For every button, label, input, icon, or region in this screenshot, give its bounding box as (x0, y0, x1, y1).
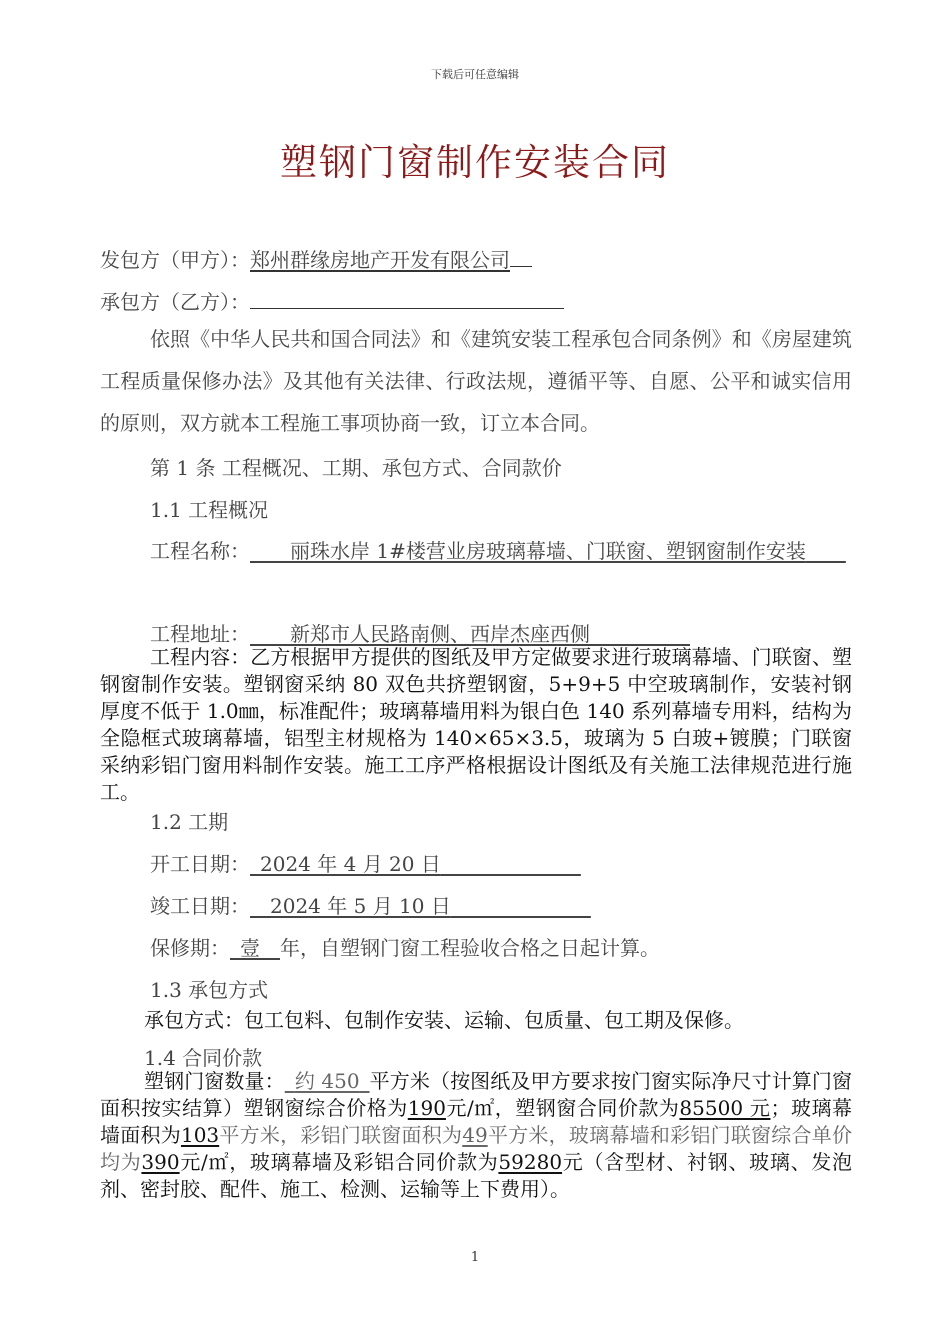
section-1-3-heading: 1.3 承包方式 (150, 978, 269, 1002)
window-total-price: 85500 元 (679, 1096, 771, 1120)
party-b-blank (250, 288, 564, 309)
start-date-line (150, 848, 581, 877)
curtain-total-price: 59280 (498, 1150, 563, 1174)
page-number: 1 (470, 1250, 480, 1265)
warranty-line (150, 932, 660, 961)
party-b-label: 承包方（乙方）： (100, 290, 250, 314)
end-date-value: 2024 年 5 月 10 日 (270, 894, 451, 918)
end-date-line (150, 890, 591, 919)
curtain-unit-price: 390 (141, 1150, 180, 1174)
start-date-label: 开工日期： (150, 852, 250, 876)
warranty-rest: 年，自塑钢门窗工程验收合格之日起计算。 (280, 936, 660, 960)
document-title: 塑钢门窗制作安装合同 (280, 141, 670, 184)
project-name-value: 丽珠水岸 1#楼营业房玻璃幕墙、门联窗、塑钢窗制作安装 (290, 539, 806, 563)
project-address-label: 工程地址： (150, 622, 250, 646)
project-address-line (150, 618, 690, 647)
page-header: 下载后可任意编辑 (431, 68, 519, 81)
project-name-line (100, 530, 852, 572)
contract-mode-text: 承包方式：包工包料、包制作安装、运输、包质量、包工期及保修。 (144, 1008, 744, 1032)
section-1-2-heading: 1.2 工期 (150, 810, 229, 834)
project-address-value: 新郑市人民路南侧、西岸杰座西侧 (290, 622, 590, 646)
warranty-value: 壹 (240, 936, 260, 960)
start-date-value: 2024 年 4 月 20 日 (260, 852, 441, 876)
article-1-heading: 第 1 条 工程概况、工期、承包方式、合同款价 (150, 456, 562, 480)
price-paragraph: 塑钢门窗数量： 约 450 平方米（按图纸及甲方要求按门窗实际净尺寸计算门窗面积按实结算）塑钢窗综合价格为190元/㎡，塑钢窗合同价款为85500 元；玻璃幕墙面积为103平方米，彩铝门联窗面积为49平方米，玻璃幕墙和彩铝门联窗综合单价均为390元/㎡，玻璃幕墙及彩铝合同价款为59280元（含型材、衬钢、玻璃、发泡剂、密封胶、配件、施工、检测、运输等上下费用）。 (100, 1069, 853, 1201)
warranty-label: 保修期： (150, 936, 230, 960)
section-1-1-heading: 1.1 工程概况 (150, 498, 269, 522)
party-a-blank (510, 246, 532, 267)
intro-paragraph: 依照《中华人民共和国合同法》和《建筑安装工程承包合同条例》和《房屋建筑工程质量保修办法》及其他有关法律、行政法规，遵循平等、自愿、公平和诚实信用的原则，双方就本工程施工事项协商一致，订立本合同。 (100, 327, 852, 435)
project-content-paragraph: 工程内容：乙方根据甲方提供的图纸及甲方定做要求进行玻璃幕墙、门联窗、塑钢窗制作安装。塑钢窗采纳 80 双色共挤塑钢窗，5+9+5 中空玻璃制作，安装衬钢厚度不低于 1.0㎜，标准配件；玻璃幕墙用料为银白色 140 系列幕墙专用料，结构为全隐框式玻璃幕墙，铝型主材规格为 140×65×3.5，玻璃为 5 白玻+镀膜；门联窗采纳彩铝门窗用料制作安装。施工工序严格根据设计图纸及有关施工法律规范进行施工。 (100, 645, 852, 804)
party-a-label: 发包方（甲方）： (100, 248, 250, 272)
end-date-label: 竣工日期： (150, 894, 250, 918)
party-a-value: 郑州群缘房地产开发有限公司 (250, 248, 510, 272)
window-quantity: 约 450 (294, 1069, 360, 1093)
party-b-line (100, 286, 564, 315)
party-a-line (100, 244, 532, 273)
project-name-label: 工程名称： (150, 539, 250, 563)
section-1-4-heading: 1.4 合同价款 (144, 1046, 263, 1070)
curtain-wall-area: 103 (180, 1123, 220, 1147)
door-window-area: 49 (462, 1123, 488, 1147)
window-unit-price: 190 (407, 1096, 446, 1120)
